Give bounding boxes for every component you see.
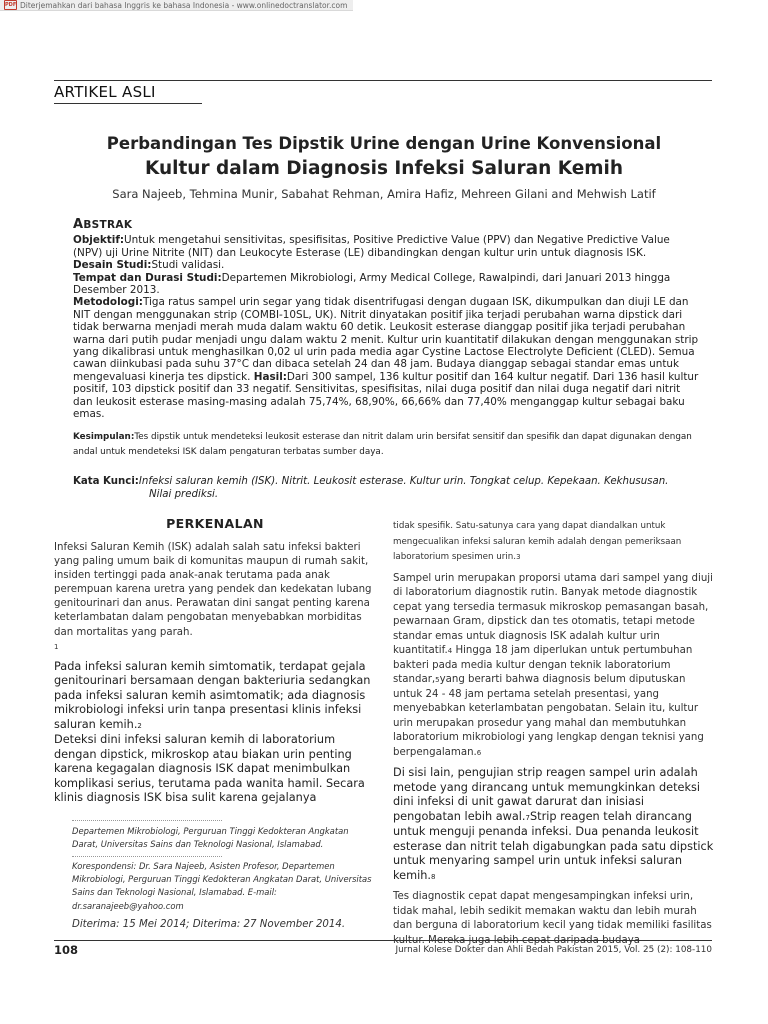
objective-text: Untuk mengetahui sensitivitas, spesifisitas, Positive Predictive Value (PPV) dan Negative Predictive Value (NPV) uji Urine Nitrite (NIT) dan Leukocyte Esterase (LE) dibandingkan dengan kultur urin untuk diagnosis ISK.: [73, 234, 670, 259]
section-label-rule: [54, 103, 202, 104]
method-text: Tiga ratus sampel urin segar yang tidak disentrifugasi dengan dugaan ISK, dikumpulkan dan diuji LE dan NIT dengan menggunakan strip (COMBI-10SL, UK). Nitrit dinyatakan positif jika terjadi perubahan warna dipstick dari tidak berwarna menjadi merah muda dalam waktu 60 detik. Leukosit esterase dianggap positif jika terjadi perubahan warna dari putih pudar menjadi ungu dalam waktu 2 menit. Kultur urin kuantitatif dilakukan dengan menggunakan strip yang dikalibrasi untuk menghasilkan 0,02 ul urin pada media agar Cystine Lactose Electrolyte Deficient (CLED). Semua cawan diinkubasi pada suhu 37°C dan dibaca setelah 24 dan 48 jam. Budaya dianggap sebagai standar emas untuk mengevaluasi kinerja tes dipstick.: [73, 296, 699, 383]
introduction-heading: PERKENALAN: [166, 516, 264, 531]
ref-marker: 3: [516, 553, 521, 562]
place-label: Tempat dan Durasi Studi:: [73, 271, 222, 284]
abstract-heading-rest: BSTRAK: [83, 219, 133, 231]
intro-paragraph-3: Deteksi dini infeksi saluran kemih di laboratorium dengan dipstick, mikroskop atau biakan urin penting karena kegagalan diagnosis ISK dapat menimbulkan komplikasi serius, terutama pada wanita hamil. Secara klinis diagnosis ISK bisa sulit karena gejalanya: [54, 733, 365, 805]
keywords-text: Infeksi saluran kemih (ISK). Nitrit. Leukosit esterase. Kultur urin. Tongkat celup. Kepekaan. Kekhususan.: [138, 476, 669, 487]
abstract-block: [73, 219, 701, 461]
header-rule: [54, 80, 712, 81]
keywords: [73, 476, 701, 501]
page-number: 108: [54, 943, 79, 957]
abstract-objective: [73, 234, 701, 259]
design-text: Studi validasi.: [151, 259, 225, 272]
ref-marker: 7: [525, 813, 530, 822]
abstract-place: [73, 272, 701, 297]
right-p1a-text: Sampel urin merupakan proporsi utama dari sampel yang diuji di laboratorium diagnostik rutin. Banyak metode diagnostik cepat yang tersedia termasuk mikroskop pemasangan basah, pewarnaan Gram, dipstick dan tes otomatis, tetapi metode standar emas untuk diagnosis ISK adalah kultur urin kuantitatif.: [393, 572, 713, 657]
method-label: Metodologi:: [73, 296, 143, 309]
translator-banner[interactable]: [0, 0, 353, 11]
received-accepted-dates: Diterima: 15 Mei 2014; Diterima: 27 November 2014.: [72, 919, 346, 931]
translator-banner-text[interactable]: Diterjemahkan dari bahasa Inggris ke bahasa Indonesia - www.onlinedoctranslator.com: [20, 0, 348, 10]
result-label: Hasil:: [253, 370, 287, 383]
ref-marker: 5: [435, 676, 440, 685]
right-paragraph-0: [393, 519, 715, 566]
article-title-line-1: Perbandingan Tes Dipstik Urine dengan Urine Konvensional: [106, 134, 662, 153]
objective-label: Objektif:: [73, 234, 124, 247]
right-paragraph-1: [393, 572, 715, 761]
section-label: ARTIKEL ASLI: [54, 83, 156, 101]
right-p1c-text: yang berarti bahwa diagnosis belum diputuskan untuk 24 - 48 jam pertama setelah presentasi, yang menyebabkan keterlambatan pengobatan. Selain itu, kultur urin merupakan prosedur yang mahal dan membutuhkan laboratorium mikrobiologi yang lengkap dengan teknisi yang berpengalaman.: [393, 674, 704, 758]
right-p1b-text: Hingga 18 jam diperlukan untuk pertumbuhan bakteri pada media kultur dengan teknik laboratorium standar,: [393, 645, 693, 686]
ref-marker: 8: [430, 872, 436, 881]
article-title-line-2: Kultur dalam Diagnosis Infeksi Saluran Kemih: [144, 158, 624, 179]
pdf-logo-icon: PDF: [5, 2, 17, 8]
intro-paragraph-2: [54, 660, 376, 734]
keywords-text-continued: Nilai prediksi.: [149, 488, 219, 500]
ref-marker: 6: [476, 748, 482, 757]
right-paragraph-3: Tes diagnostik cepat dapat mengesampingkan infeksi urin, tidak mahal, lebih sedikit memakan waktu dan lebih murah dan berguna di laboratorium kecil yang tidak memiliki fasilitas kultur. Mereka juga lebih cepat daripada budaya: [393, 891, 712, 946]
abstract-design: [73, 259, 701, 271]
footnote-rule: [72, 820, 222, 821]
intro-p1-text: Infeksi Saluran Kemih (ISK) adalah salah satu infeksi bakteri yang paling umum baik di komunitas maupun di rumah sakit, insiden tertinggi pada anak-anak terutama pada anak perempuan karena uretra yang pendek dan kedekatan lubang genitourinari dan anus. Perawatan dini sangat penting karena keterlambatan dalam pengobatan menyebabkan morbiditas dan mortalitas yang parah.: [54, 542, 372, 638]
result-text: Dari 300 sampel, 136 kultur positif dan 164 kultur negatif. Dari 136 hasil kultur positif, 103 dipstick positif dan 33 negatif. Sensitivitas, spesifisitas, nilai duga positif dan nilai duga negatif dari nitrit dan leukosit esterase masing-masing adalah 75,74%, 68,90%, 66,66% dan 77,40% menganggap kultur sebagai baku emas.: [73, 370, 699, 421]
author-list: Sara Najeeb, Tehmina Munir, Sabahat Rehman, Amira Hafiz, Mehreen Gilani and Mehwish Latif: [112, 187, 656, 201]
right-paragraph-2: [393, 766, 715, 884]
abstract-methodology: [73, 296, 701, 420]
journal-citation: Jurnal Kolese Dokter dan Ahli Bedah Pakistan 2015, Vol. 25 (2): 108-110: [395, 945, 712, 955]
keywords-label: Kata Kunci:: [73, 476, 139, 487]
footnote-correspondence: Korespondensi: Dr. Sara Najeeb, Asisten Profesor, Departemen Mikrobiologi, Perguruan Tinggi Kedokteran Angkatan Darat, Universitas Sains dan Teknologi Nasional, Islamabad. E-mail: dr.saranajeeb@yahoo.com: [72, 860, 372, 911]
ref-marker: 2: [137, 721, 142, 730]
intro-paragraph-1: [54, 541, 376, 654]
right-p2b-text: Strip reagen telah dirancang untuk menguji penanda infeksi. Dua penanda leukosit esterase dan nitrit telah digabungkan pada satu dipstick untuk menyaring sampel urin untuk infeksi saluran kemih.: [393, 809, 714, 882]
right-p2a-text: Di sisi lain, pengujian strip reagen sampel urin adalah metode yang dirancang untuk memungkinkan deteksi dini infeksi di unit gawat darurat dan inisiasi pengobatan lebih awal.: [393, 766, 701, 823]
conclusion-text: Tes dipstik untuk mendeteksi leukosit esterase dan nitrit dalam urin bersifat sensitif dan spesifik dan dapat digunakan dengan andal untuk mendeteksi ISK dalam pengaturan terbatas sumber daya.: [73, 431, 692, 458]
abstract-heading: [73, 219, 701, 231]
abstract-heading-initial: A: [73, 217, 84, 232]
place-text: Departemen Mikrobiologi, Army Medical College, Rawalpindi, dari Januari 2013 hingga Desember 2013.: [73, 271, 671, 297]
conclusion-label: Kesimpulan:: [73, 431, 135, 442]
ref-marker: 1: [54, 642, 59, 651]
right-p0-text: tidak spesifik. Satu-satunya cara yang dapat diandalkan untuk mengecualikan infeksi saluran kemih adalah dengan pemeriksaan laboratorium spesimen urin.: [393, 521, 682, 563]
footnote-department: Departemen Mikrobiologi, Perguruan Tinggi Kedokteran Angkatan Darat, Universitas Sains dan Teknologi Nasional, Islamabad.: [72, 825, 349, 850]
intro-p2-text: Pada infeksi saluran kemih simtomatik, terdapat gejala genitourinari bersamaan dengan bakteriuria sedangkan pada infeksi saluran kemih asimtomatik; ada diagnosis mikrobiologi infeksi urin tanpa presentasi klinis infeksi saluran kemih.: [54, 659, 371, 731]
left-column: [54, 516, 376, 930]
abstract-conclusion: [73, 430, 701, 461]
design-label: Desain Studi:: [73, 259, 152, 272]
footnote-rule: [72, 856, 222, 857]
right-column: [393, 519, 715, 948]
ref-marker: 4: [447, 647, 453, 656]
footer-rule: [54, 940, 712, 941]
